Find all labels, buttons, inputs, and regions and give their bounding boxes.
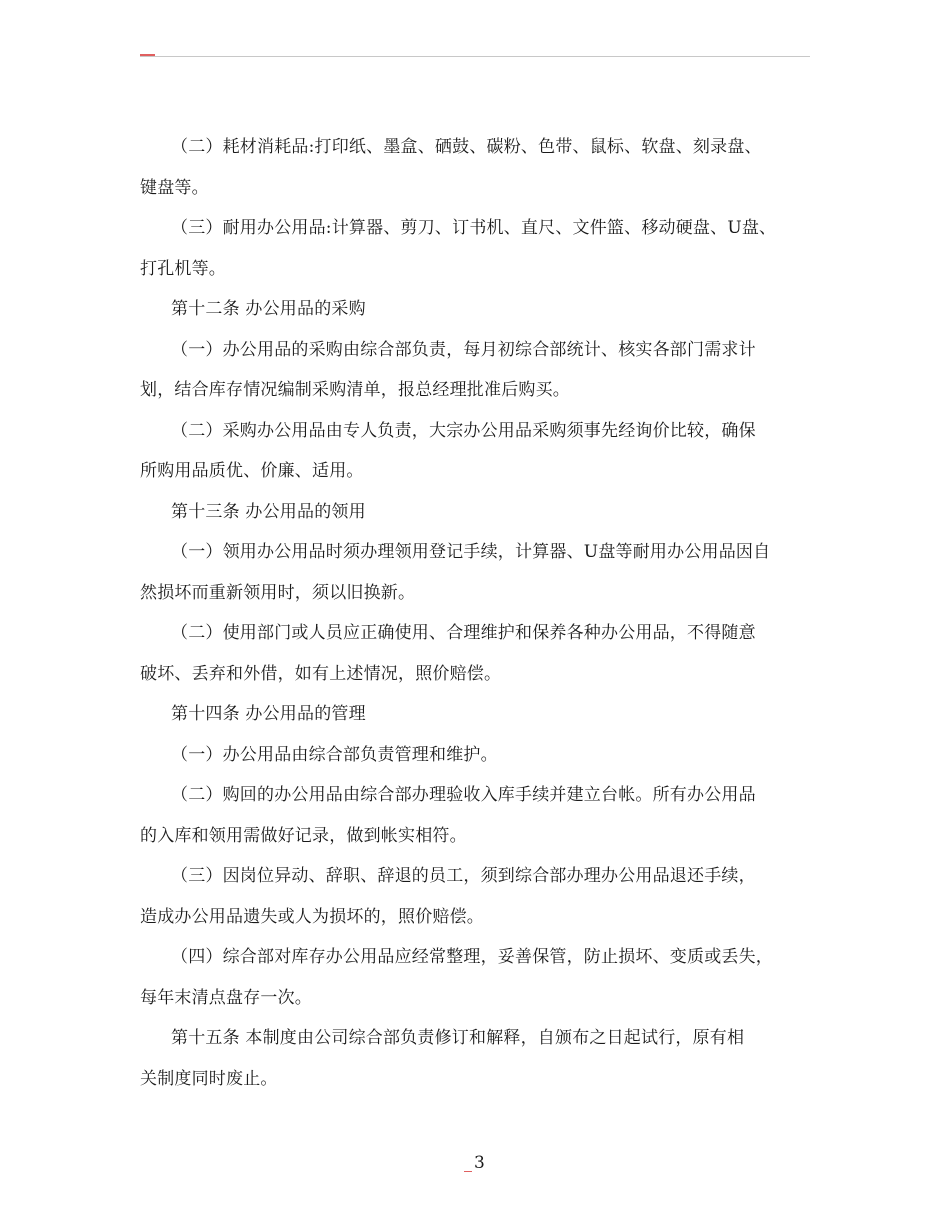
text-line: 破坏、丢弃和外借，如有上述情况，照价赔偿。 <box>140 663 502 684</box>
text-line: （二）耗材消耗品:打印纸、墨盒、硒鼓、碳粉、色带、鼠标、软盘、刻录盘、 <box>171 137 762 157</box>
paragraph <box>140 613 812 694</box>
text-line: 划，结合库存情况编制采购清单，报总经理批准后购买。 <box>140 380 570 400</box>
text-line: 关制度同时废止。 <box>140 1068 278 1089</box>
text-line: （四）综合部对库存办公用品应经常整理，妥善保管，防止损坏、变质或丢失， <box>171 947 773 967</box>
text-line: （三）耐用办公用品:计算器、剪刀、订书机、直尺、文件篮、移动硬盘、U盘、 <box>171 218 777 238</box>
paragraph <box>140 937 812 1018</box>
text-line: （二）购回的办公用品由综合部办理验收入库手续并建立台帐。所有办公用品 <box>171 785 756 805</box>
text-line: （一）办公用品由综合部负责管理和维护。 <box>171 744 498 765</box>
paragraph <box>140 411 812 492</box>
text-line: （二）使用部门或人员应正确使用、合理维护和保养各种办公用品，不得随意 <box>171 623 756 643</box>
section-heading <box>140 694 812 735</box>
text-line: 造成办公用品遗失或人为损坏的，照价赔偿。 <box>140 906 484 927</box>
text-line: 第十四条 办公用品的管理 <box>171 704 366 724</box>
section-heading <box>140 492 812 533</box>
paragraph <box>140 127 812 208</box>
text-line: （三）因岗位异动、辞职、辞退的员工，须到综合部办理办公用品退还手续， <box>171 866 756 886</box>
paragraph <box>140 775 812 856</box>
paragraph <box>140 735 812 776</box>
text-line: 第十二条 办公用品的采购 <box>171 299 366 319</box>
paragraph <box>140 1018 812 1099</box>
text-line: 第十三条 办公用品的领用 <box>171 501 366 522</box>
text-line: （一）领用办公用品时须办理领用登记手续，计算器、U盘等耐用办公用品因自 <box>171 542 771 562</box>
paragraph <box>140 208 812 289</box>
paragraph <box>140 330 812 411</box>
text-line: （一）办公用品的采购由综合部负责，每月初综合部统计、核实各部门需求计 <box>171 339 756 360</box>
footer-mark <box>464 1171 472 1172</box>
header-mark <box>140 54 155 56</box>
paragraph <box>140 856 812 937</box>
text-line: 所购用品质优、价廉、适用。 <box>140 461 364 481</box>
text-line: 每年末清点盘存一次。 <box>140 987 312 1008</box>
text-line: 第十五条 本制度由公司综合部负责修订和解释，自颁布之日起试行，原有相 <box>171 1028 745 1048</box>
section-heading <box>140 289 812 330</box>
page-number: 3 <box>474 1153 485 1173</box>
text-line: 然损坏而重新领用时，须以旧换新。 <box>140 582 416 603</box>
document-body <box>140 127 812 1099</box>
text-line: 键盘等。 <box>140 177 209 198</box>
header-rule <box>140 56 810 57</box>
paragraph <box>140 532 812 613</box>
text-line: （二）采购办公用品由专人负责，大宗办公用品采购须事先经询价比较，确保 <box>171 420 756 441</box>
text-line: 的入库和领用需做好记录，做到帐实相符。 <box>140 825 467 846</box>
text-line: 打孔机等。 <box>140 258 226 279</box>
